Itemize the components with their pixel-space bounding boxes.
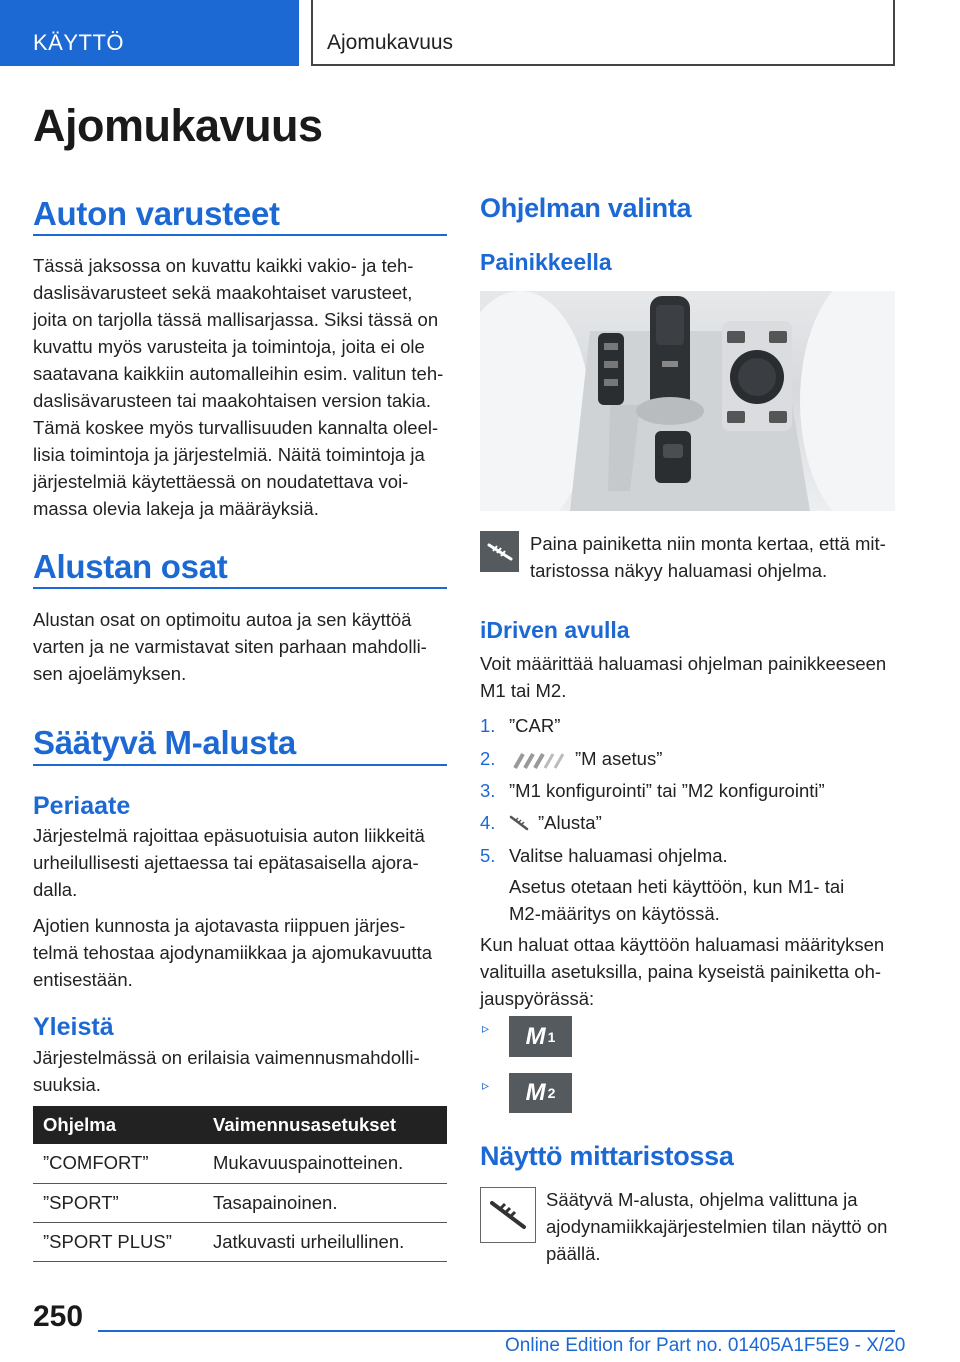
text-line: urheilullisesti ajettaessa tai epätasaisella ajora- <box>33 852 419 873</box>
m2-button-icon <box>509 1073 572 1113</box>
m2-superscript: 2 <box>547 1085 556 1101</box>
text-line: valituilla asetuksilla, paina kyseistä painiketta oh- <box>480 961 882 982</box>
page-title: Ajomukavuus <box>33 100 323 151</box>
paragraph-press-button <box>530 530 895 584</box>
table-cell: ”SPORT PLUS” <box>33 1222 203 1261</box>
list-number: 1. <box>480 715 496 736</box>
table-header-row <box>33 1106 447 1144</box>
heading-rule <box>33 587 447 589</box>
bullet-icon: ▹ <box>482 1077 490 1093</box>
heading-rule <box>33 234 447 236</box>
text-line: Järjestelmä rajoittaa epäsuotuisia auton liikkeitä <box>33 825 425 846</box>
text-line: saatavana kaikkiin automalleihin esim. valitun teh- <box>33 363 444 384</box>
text-line: lisia toimintoja ja järjestelmiä. Näitä toimintoja ja <box>33 444 425 465</box>
list-text: ”CAR” <box>509 715 561 736</box>
text-line: entisestään. <box>33 969 133 990</box>
suspension-icon <box>509 813 529 840</box>
m1-button-icon <box>509 1016 572 1057</box>
center-console-photo <box>480 291 895 511</box>
paragraph-periaate-1 <box>33 822 447 903</box>
heading-auton-varusteet: Auton varusteet <box>33 195 280 232</box>
text-line: Tässä jaksossa on kuvattu kaikki vakio- ja teh- <box>33 255 414 276</box>
text-line: ajodynamiikkajärjestelmien tilan näyttö on <box>546 1216 888 1237</box>
paragraph-idrive <box>480 650 895 704</box>
console-illustration <box>480 291 895 511</box>
heading-naytto-mittaristossa: Näyttö mittaristossa <box>480 1141 734 1171</box>
text-line: Alustan osat on optimoitu autoa ja sen käyttöä <box>33 609 412 630</box>
heading-ohjelman-valinta: Ohjelman valinta <box>480 193 692 223</box>
heading-periaate: Periaate <box>33 792 131 820</box>
page-number: 250 <box>33 1300 84 1333</box>
table-cell: Tasapainoinen. <box>203 1183 447 1222</box>
table-row <box>33 1222 447 1261</box>
list-text: ”M1 konfigurointi” tai ”M2 konfigurointi” <box>509 780 825 801</box>
text-line: järjestelmiä käytettäessä on noudatettava voi- <box>33 471 409 492</box>
text-line: M2-määritys on käytössä. <box>509 903 720 924</box>
text-line: Ajotien kunnosta ja ajotavasta riippuen järjes- <box>33 915 406 936</box>
table-header-cell: Ohjelma <box>33 1106 203 1144</box>
footer-edition: Online Edition for Part no. 01405A1F5E9 - X/20 <box>505 1335 906 1356</box>
text-line: dalla. <box>33 879 78 900</box>
list-text: ”M asetus” <box>575 748 663 769</box>
heading-painikkeella: Painikkeella <box>480 249 612 275</box>
header-section-tab: KÄYTTÖ <box>0 0 299 66</box>
text-line: päällä. <box>546 1243 601 1264</box>
table-header-cell: Vaimennusasetukset <box>203 1106 447 1144</box>
damping-table <box>33 1106 447 1262</box>
table-cell: Jatkuvasti urheilullinen. <box>203 1222 447 1261</box>
list-item <box>480 777 895 804</box>
heading-idriven-avulla: iDriven avulla <box>480 617 630 643</box>
text-line: jauspyörässä: <box>480 988 595 1009</box>
header-title: Ajomukavuus <box>311 0 895 66</box>
text-line: M1 tai M2. <box>480 680 567 701</box>
heading-alustan-osat: Alustan osat <box>33 548 228 585</box>
text-line: Järjestelmässä on erilaisia vaimennusmahdolli- <box>33 1047 420 1068</box>
text-line: daslisävarusteet sekä maakohtaiset varusteet, <box>33 282 413 303</box>
text-line: joita on tarjolla tässä mallisarjassa. Siksi tässä on <box>33 309 439 330</box>
text-line: telmä tehostaa ajodynamiikkaa ja ajomukavuutta <box>33 942 433 963</box>
spring-shock-glyph <box>485 537 515 567</box>
table-row <box>33 1183 447 1222</box>
heading-yleista: Yleistä <box>33 1013 114 1041</box>
list-text: Valitse haluamasi ohjelma. <box>509 845 728 866</box>
text-line: kuvattu myös varusteita ja toimintoja, joita ei ole <box>33 336 425 357</box>
list-number: 3. <box>480 780 496 801</box>
footer-rule <box>98 1330 895 1332</box>
paragraph-auton-varusteet <box>33 252 447 522</box>
text-line: suuksia. <box>33 1074 101 1095</box>
table-cell: Mukavuuspainotteinen. <box>203 1144 447 1183</box>
text-line: varten ja ne varmistavat siten parhaan mahdolli- <box>33 636 427 657</box>
bullet-icon: ▹ <box>482 1020 490 1036</box>
text-line: daslisävarusteen tai maakohtaisen version takia. <box>33 390 431 411</box>
paragraph-alustan-osat <box>33 606 447 687</box>
text-line: Asetus otetaan heti käyttöön, kun M1- tai <box>509 876 845 897</box>
paragraph-steering-wheel <box>480 931 895 1012</box>
text-line: Säätyvä M-alusta, ohjelma valittuna ja <box>546 1189 858 1210</box>
text-line: Voit määrittää haluamasi ohjelman painikkeeseen <box>480 653 887 674</box>
m-stripes-icon <box>509 750 565 777</box>
list-item <box>480 842 895 869</box>
list-item <box>480 809 895 836</box>
table-cell: ”SPORT” <box>33 1183 203 1222</box>
text-line: sen ajoelämyksen. <box>33 663 187 684</box>
text-line: Kun haluat ottaa käyttöön haluamasi määrityksen <box>480 934 885 955</box>
list-number: 2. <box>480 748 496 769</box>
table-cell: ”COMFORT” <box>33 1144 203 1183</box>
paragraph-yleista <box>33 1044 447 1098</box>
m1-label: M <box>525 1022 546 1050</box>
list-text: ”Alusta” <box>538 812 602 833</box>
text-line: Tämä koskee myös turvallisuuden kannalta oleel- <box>33 417 439 438</box>
list-number: 4. <box>480 812 496 833</box>
paragraph-display <box>546 1186 895 1267</box>
table-row <box>33 1144 447 1183</box>
list-item <box>480 712 895 739</box>
text-line: taristossa näkyy haluamasi ohjelma. <box>530 560 828 581</box>
m2-label: M <box>525 1079 546 1106</box>
paragraph-step5-note <box>509 873 895 927</box>
m-suspension-icon <box>480 531 519 572</box>
heading-saatyva-m-alusta: Säätyvä M-alusta <box>33 724 296 761</box>
paragraph-periaate-2 <box>33 912 447 993</box>
m1-superscript: 1 <box>547 1028 556 1045</box>
text-line: massa olevia lakeja ja määräyksiä. <box>33 498 319 519</box>
list-number: 5. <box>480 845 496 866</box>
instrument-cluster-suspension-icon <box>480 1187 536 1243</box>
heading-rule <box>33 764 447 766</box>
text-line: Paina painiketta niin monta kertaa, että mit- <box>530 533 886 554</box>
list-item <box>480 745 895 772</box>
